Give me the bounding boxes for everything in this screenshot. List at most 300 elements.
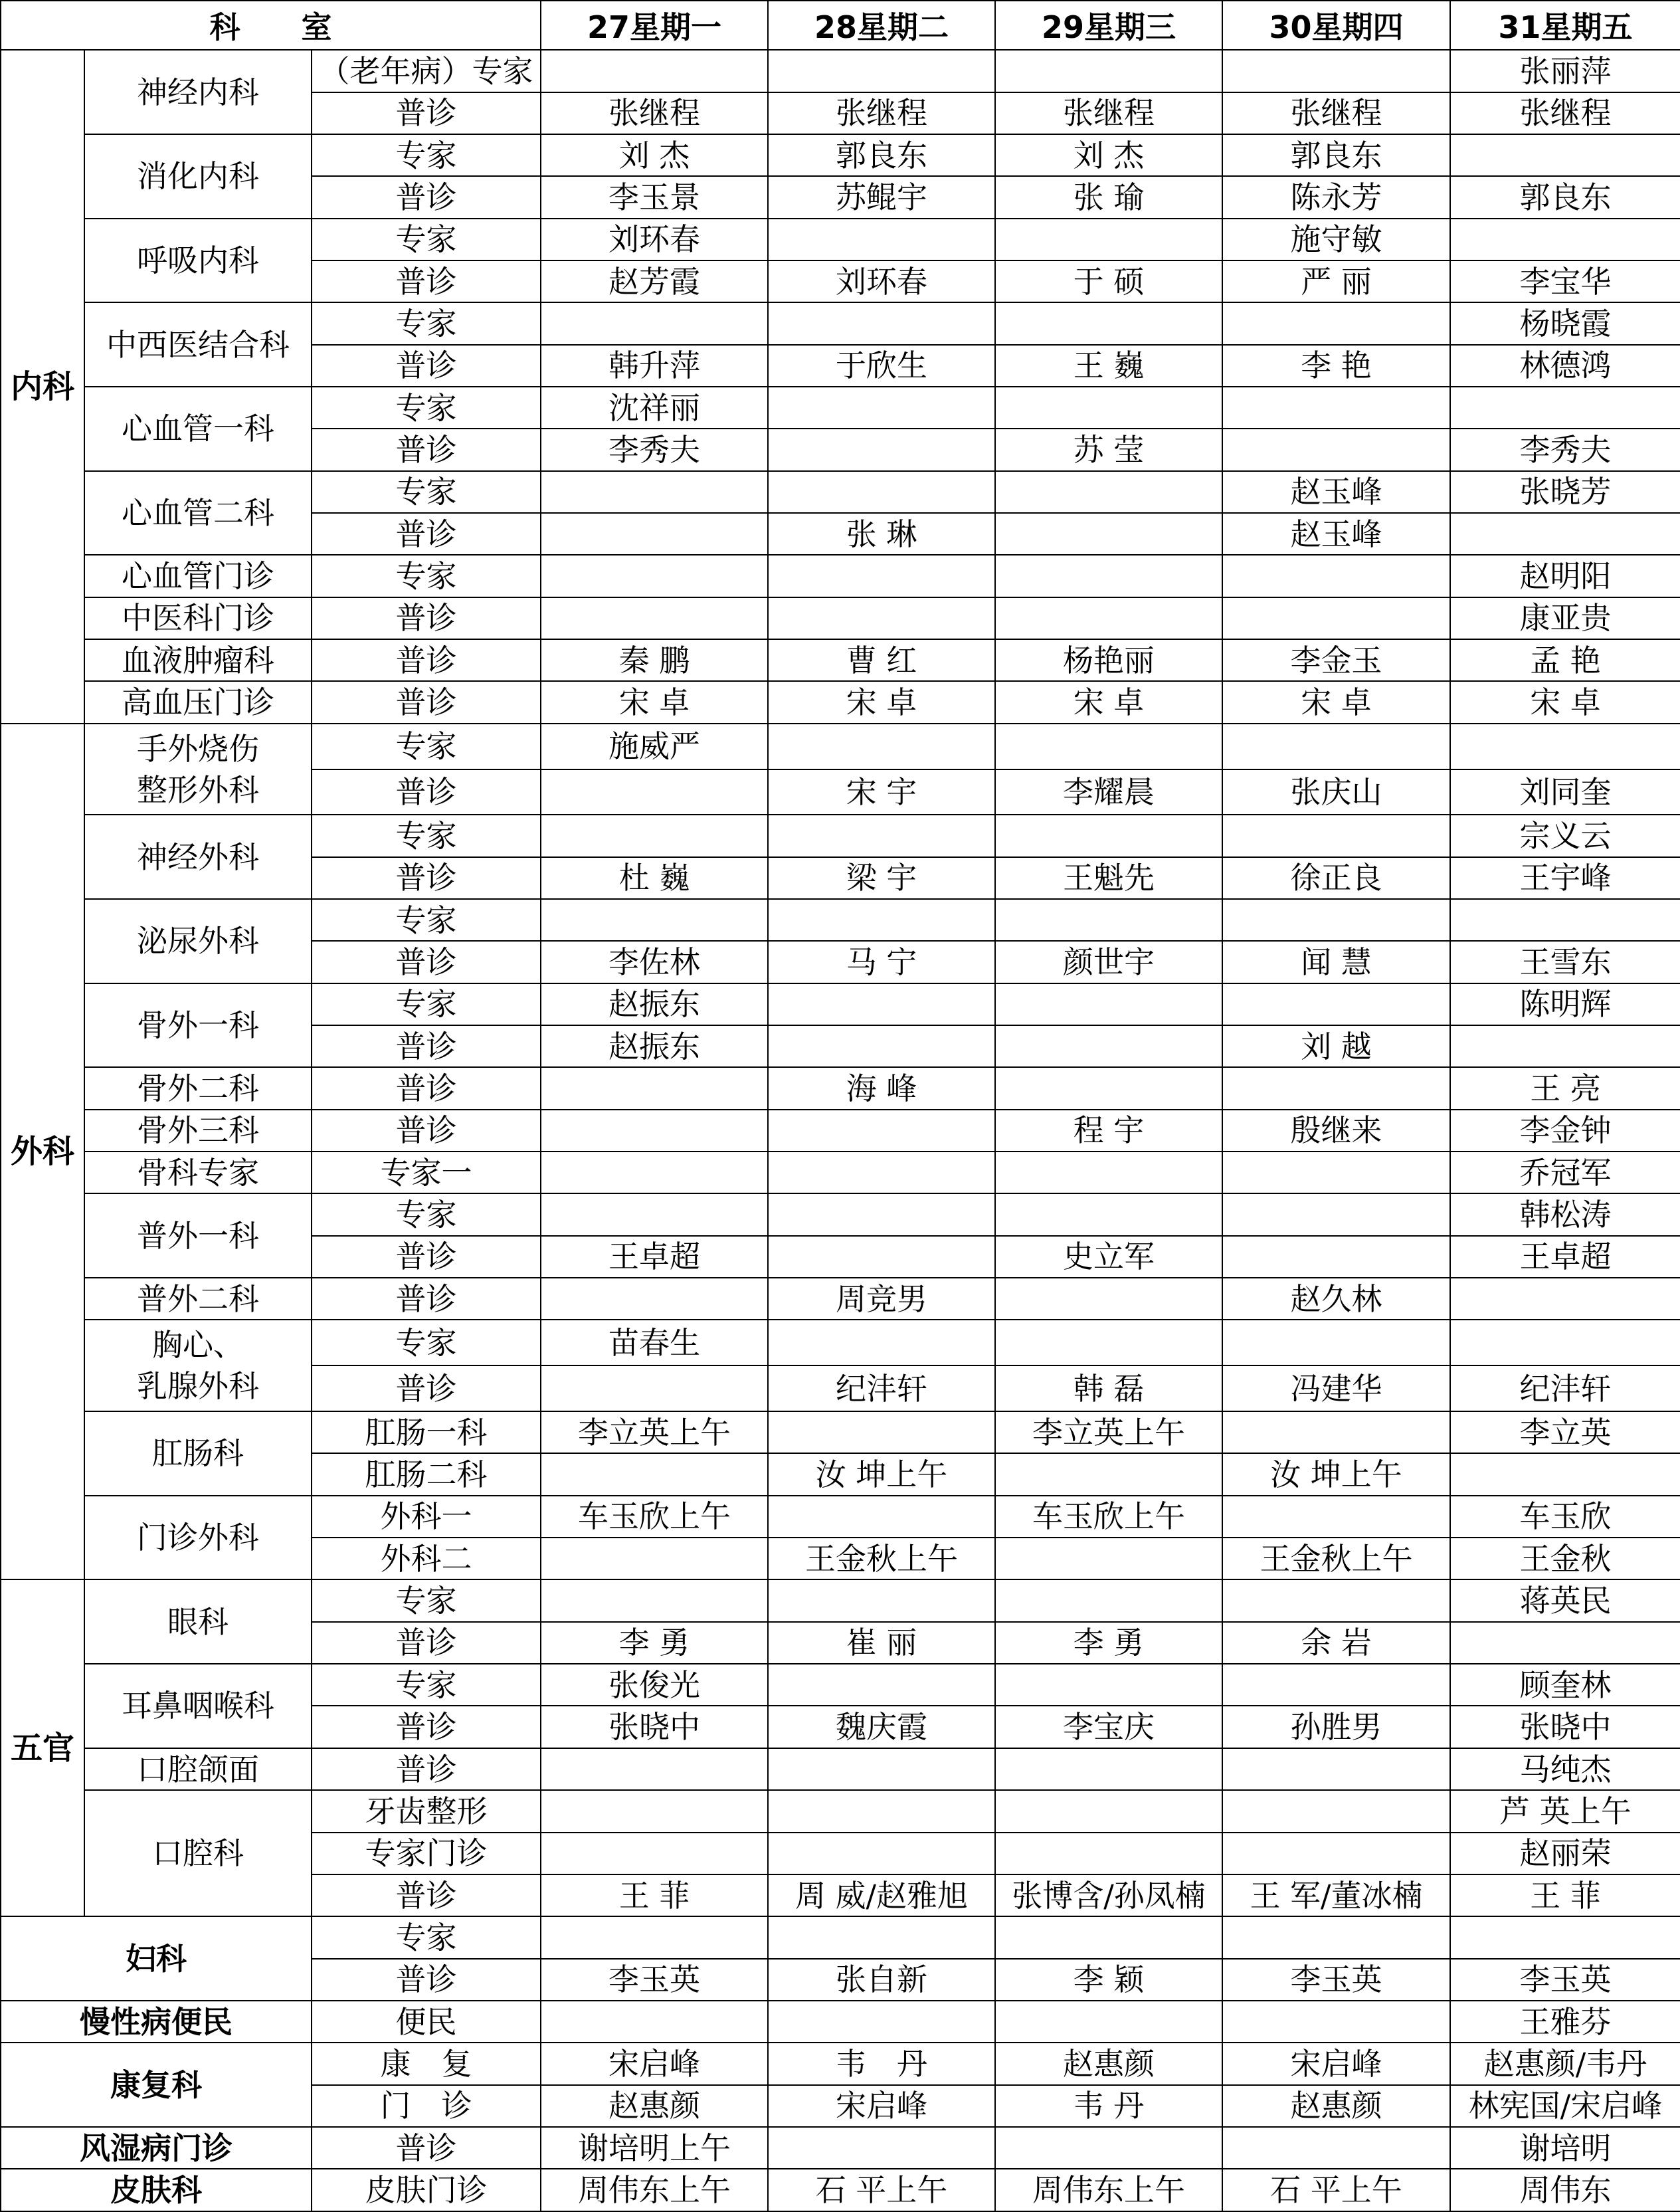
doctor-cell: 韦 丹 [995,2085,1222,2127]
doctor-cell: 李玉英 [1450,1959,1680,2001]
doctor-cell: 韩松涛 [1450,1193,1680,1235]
doctor-cell: 周竞男 [768,1278,995,1320]
doctor-cell: 王 菲 [1450,1874,1680,1916]
doctor-cell [995,1538,1222,1579]
doctor-cell: 王 亮 [1450,1067,1680,1109]
doctor-cell [1222,2127,1450,2169]
doctor-cell [995,387,1222,429]
clinic-type-cell: 普诊 [312,941,541,983]
doctor-cell: 周伟东上午 [541,2169,768,2211]
doctor-cell [995,219,1222,260]
clinic-type-cell: 外科一 [312,1496,541,1538]
doctor-cell: 刘环春 [541,219,768,260]
department-cell [84,1067,312,1109]
doctor-cell [541,769,768,815]
doctor-cell [1222,1790,1450,1832]
department-name: 口腔颌面 [137,1751,259,1787]
doctor-cell [1222,1579,1450,1621]
doctor-cell [541,1538,768,1579]
clinic-type-cell: 普诊 [312,1622,541,1664]
department-cell [84,50,312,134]
doctor-cell: 杨艳丽 [995,639,1222,681]
doctor-cell [995,1790,1222,1832]
doctor-cell: 刘环春 [768,260,995,302]
doctor-cell: 郭良东 [768,134,995,176]
table-row [1,1579,1680,1621]
doctor-cell: 张 琳 [768,513,995,555]
department-cell [84,1193,312,1278]
doctor-cell: 王 巍 [995,345,1222,387]
department-cell [84,899,312,983]
doctor-cell: 李耀晨 [995,769,1222,815]
category-cell: 康复科 [1,2043,312,2127]
doctor-cell [768,1110,995,1152]
doctor-cell [995,1453,1222,1495]
clinic-type-cell: 专家 [312,899,541,941]
clinic-type-cell: 专家门诊 [312,1833,541,1874]
doctor-cell [1222,555,1450,597]
doctor-cell: 刘 杰 [995,134,1222,176]
doctor-cell: 王 军/董冰楠 [1222,1874,1450,1916]
doctor-cell: 李 颖 [995,1959,1222,2001]
doctor-cell: 王魁先 [995,857,1222,899]
doctor-cell [995,983,1222,1025]
doctor-cell: 车玉欣上午 [995,1496,1222,1538]
doctor-cell [1450,1622,1680,1664]
doctor-cell [995,513,1222,555]
department-name: 心血管一科 [122,411,274,447]
table-row [1,2169,1680,2211]
department-name: 骨外二科 [137,1070,259,1107]
doctor-cell [1222,302,1450,344]
doctor-cell: 张庆山 [1222,769,1450,815]
doctor-cell: 赵惠颜 [541,2085,768,2127]
doctor-cell [541,513,768,555]
doctor-cell [541,2001,768,2043]
clinic-type-cell: 门 诊 [312,2085,541,2127]
doctor-cell: 崔 丽 [768,1622,995,1664]
clinic-type-cell: （老年病）专家 [312,50,541,92]
doctor-cell: 宋 卓 [768,681,995,723]
department-cell [84,1152,312,1193]
doctor-cell [768,1496,995,1538]
header-row [1,1,1680,50]
doctor-cell: 余 岩 [1222,1622,1450,1664]
doctor-cell: 冯建华 [1222,1365,1450,1411]
doctor-cell: 康亚贵 [1450,597,1680,639]
doctor-cell [995,1916,1222,1958]
doctor-cell: 宗义云 [1450,815,1680,856]
doctor-cell [541,1152,768,1193]
department-cell [84,219,312,303]
doctor-cell [1450,219,1680,260]
doctor-cell: 宋启峰 [541,2043,768,2084]
doctor-cell: 顾奎林 [1450,1664,1680,1706]
doctor-cell: 赵振东 [541,983,768,1025]
category-cell: 妇科 [1,1916,312,2001]
doctor-cell [768,1790,995,1832]
department-name: 胸心、 [152,1327,244,1363]
clinic-type-cell: 专家 [312,471,541,513]
table-row [1,2043,1680,2084]
doctor-cell [768,2001,995,2043]
department-cell [84,1496,312,1580]
doctor-cell: 李玉景 [541,176,768,218]
clinic-type-cell: 普诊 [312,1959,541,2001]
clinic-type-cell: 普诊 [312,1706,541,1748]
doctor-cell: 宋启峰 [1222,2043,1450,2084]
doctor-cell [1222,1916,1450,1958]
doctor-cell [541,1365,768,1411]
table-row [1,815,1680,856]
clinic-type-cell: 普诊 [312,1278,541,1320]
table-row [1,1748,1680,1790]
clinic-type-cell: 普诊 [312,1110,541,1152]
doctor-cell [1450,899,1680,941]
doctor-cell [768,219,995,260]
doctor-cell [1450,513,1680,555]
doctor-cell: 宋 卓 [995,681,1222,723]
doctor-cell: 张博含/孙凤楠 [995,1874,1222,1916]
doctor-cell [768,1833,995,1874]
doctor-cell: 苗春生 [541,1320,768,1365]
doctor-cell: 赵惠颜 [1222,2085,1450,2127]
doctor-cell [1222,1152,1450,1193]
doctor-cell: 张晓中 [1450,1706,1680,1748]
header-day: 28星期二 [768,1,995,50]
doctor-cell [1450,724,1680,769]
doctor-cell: 韩 磊 [995,1365,1222,1411]
department-name: 耳鼻咽喉科 [122,1688,274,1724]
doctor-cell: 石 平上午 [768,2169,995,2211]
table-row [1,681,1680,723]
doctor-cell: 徐正良 [1222,857,1450,899]
clinic-type-cell: 普诊 [312,176,541,218]
table-row [1,219,1680,260]
doctor-cell [768,1748,995,1790]
department-cell [84,1748,312,1790]
doctor-cell [995,1579,1222,1621]
doctor-cell: 史立军 [995,1236,1222,1278]
doctor-cell: 赵明阳 [1450,555,1680,597]
table-row [1,1496,1680,1538]
doctor-cell: 纪沣轩 [1450,1365,1680,1411]
table-row [1,1110,1680,1152]
doctor-cell: 赵玉峰 [1222,471,1450,513]
doctor-cell [1222,387,1450,429]
department-cell [84,1790,312,1916]
department-name: 中医科门诊 [122,600,274,637]
doctor-cell: 施威严 [541,724,768,769]
department-name: 心血管二科 [122,495,274,532]
doctor-cell [541,50,768,92]
clinic-type-cell: 专家 [312,815,541,856]
department-cell [84,471,312,555]
doctor-cell: 赵丽荣 [1450,1833,1680,1874]
department-cell [84,1579,312,1664]
doctor-cell [995,50,1222,92]
department-name: 眼科 [167,1603,229,1640]
table-row [1,134,1680,176]
doctor-cell: 王雪东 [1450,941,1680,983]
department-name: 消化内科 [137,158,259,195]
table-row [1,387,1680,429]
clinic-type-cell: 专家 [312,724,541,769]
doctor-cell [995,815,1222,856]
doctor-cell: 殷继来 [1222,1110,1450,1152]
department-name: 骨外三科 [137,1112,259,1149]
doctor-cell [768,1411,995,1453]
doctor-cell: 张晓中 [541,1706,768,1748]
department-name: 骨外一科 [137,1007,259,1044]
doctor-cell [995,2001,1222,2043]
clinic-type-cell: 普诊 [312,1025,541,1067]
doctor-cell: 张继程 [768,92,995,134]
doctor-cell: 张 瑜 [995,176,1222,218]
doctor-cell: 李秀夫 [1450,429,1680,470]
doctor-cell: 王雅芬 [1450,2001,1680,2043]
clinic-type-cell: 普诊 [312,1236,541,1278]
doctor-cell: 林德鸿 [1450,345,1680,387]
doctor-cell [1222,597,1450,639]
table-row [1,899,1680,941]
doctor-cell: 张继程 [995,92,1222,134]
doctor-cell: 李宝华 [1450,260,1680,302]
table-row [1,983,1680,1025]
doctor-cell: 秦 鹏 [541,639,768,681]
department-cell [84,1320,312,1411]
doctor-cell [768,1320,995,1365]
table-row [1,1320,1680,1365]
department-cell [84,681,312,723]
doctor-cell [768,1236,995,1278]
schedule-body [1,1,1680,2211]
doctor-cell: 李立英上午 [995,1411,1222,1453]
department-cell [84,387,312,471]
table-row [1,1152,1680,1193]
doctor-cell: 汝 坤上午 [1222,1453,1450,1495]
doctor-cell [768,471,995,513]
doctor-cell: 张继程 [541,92,768,134]
department-cell [84,1411,312,1496]
doctor-cell [541,1278,768,1320]
doctor-cell: 刘同奎 [1450,769,1680,815]
doctor-cell [768,899,995,941]
department-name: 普外一科 [137,1217,259,1254]
doctor-cell: 张自新 [768,1959,995,2001]
table-row [1,1193,1680,1235]
doctor-cell: 陈永芳 [1222,176,1450,218]
doctor-cell: 李金钟 [1450,1110,1680,1152]
table-row [1,724,1680,769]
clinic-type-cell: 普诊 [312,681,541,723]
doctor-cell: 宋 卓 [1450,681,1680,723]
doctor-cell: 杨晓霞 [1450,302,1680,344]
doctor-cell [541,597,768,639]
doctor-cell: 林宪国/宋启峰 [1450,2085,1680,2127]
doctor-cell: 孙胜男 [1222,1706,1450,1748]
doctor-cell: 刘 杰 [541,134,768,176]
clinic-type-cell: 普诊 [312,1365,541,1411]
doctor-cell: 蒋英民 [1450,1579,1680,1621]
department-name-line2: 乳腺外科 [137,1368,259,1405]
doctor-cell: 宋 卓 [1222,681,1450,723]
doctor-cell [1450,1320,1680,1365]
department-name: 口腔科 [152,1835,244,1872]
doctor-cell [541,1067,768,1109]
department-cell [84,724,312,815]
doctor-cell [541,1453,768,1495]
table-row [1,1790,1680,1832]
clinic-type-cell: 专家 [312,302,541,344]
doctor-cell [1222,899,1450,941]
table-row [1,2001,1680,2043]
department-name: 神经内科 [137,74,259,110]
doctor-cell: 王卓超 [1450,1236,1680,1278]
clinic-type-cell: 普诊 [312,92,541,134]
doctor-cell: 程 宇 [995,1110,1222,1152]
doctor-cell [768,983,995,1025]
doctor-cell: 周伟东 [1450,2169,1680,2211]
doctor-cell: 李佐林 [541,941,768,983]
doctor-cell [1222,1496,1450,1538]
doctor-cell: 王宇峰 [1450,857,1680,899]
clinic-type-cell: 专家 [312,1320,541,1365]
department-cell [84,1278,312,1320]
doctor-cell: 韦 丹 [768,2043,995,2084]
clinic-type-cell: 普诊 [312,429,541,470]
department-cell [84,134,312,219]
doctor-cell [768,1664,995,1706]
doctor-cell: 赵玉峰 [1222,513,1450,555]
doctor-cell [541,1790,768,1832]
doctor-cell: 郭良东 [1450,176,1680,218]
clinic-type-cell: 专家 [312,1916,541,1958]
doctor-cell: 闻 慧 [1222,941,1450,983]
header-day: 27星期一 [541,1,768,50]
doctor-cell [995,899,1222,941]
doctor-cell [768,597,995,639]
department-cell [84,815,312,899]
doctor-cell [1222,2001,1450,2043]
department-name: 骨科专家 [137,1154,259,1191]
doctor-cell [541,555,768,597]
doctor-cell [995,2127,1222,2169]
clinic-type-cell: 专家 [312,1579,541,1621]
clinic-type-cell: 专家一 [312,1152,541,1193]
clinic-type-cell: 专家 [312,1664,541,1706]
doctor-cell: 魏庆霞 [768,1706,995,1748]
clinic-type-cell: 普诊 [312,857,541,899]
category-cell: 风湿病门诊 [1,2127,312,2169]
clinic-type-cell: 专家 [312,1193,541,1235]
doctor-cell: 周 威/赵雅旭 [768,1874,995,1916]
doctor-cell [768,555,995,597]
doctor-cell [1222,1067,1450,1109]
department-cell [84,1110,312,1152]
department-cell [84,597,312,639]
table-row [1,1411,1680,1453]
doctor-cell: 颜世宇 [995,941,1222,983]
doctor-cell [1222,1748,1450,1790]
table-row [1,555,1680,597]
doctor-cell [541,1916,768,1958]
clinic-type-cell: 牙齿整形 [312,1790,541,1832]
doctor-cell [768,387,995,429]
doctor-cell [1222,1833,1450,1874]
doctor-cell: 宋 卓 [541,681,768,723]
clinic-type-cell: 专家 [312,219,541,260]
department-cell [84,983,312,1068]
doctor-cell [1222,50,1450,92]
doctor-cell: 郭良东 [1222,134,1450,176]
clinic-type-cell: 康 复 [312,2043,541,2084]
department-name-line2: 整形外科 [137,771,259,808]
doctor-cell: 杜 巍 [541,857,768,899]
doctor-cell [541,815,768,856]
doctor-cell: 乔冠军 [1450,1152,1680,1193]
doctor-cell: 苏 莹 [995,429,1222,470]
doctor-cell: 赵芳霞 [541,260,768,302]
doctor-cell [1450,1453,1680,1495]
doctor-cell [1222,1193,1450,1235]
doctor-cell: 车玉欣上午 [541,1496,768,1538]
doctor-cell [541,1579,768,1621]
doctor-cell [541,471,768,513]
doctor-cell: 李立英 [1450,1411,1680,1453]
doctor-cell: 宋 宇 [768,769,995,815]
doctor-cell: 张继程 [1450,92,1680,134]
doctor-cell: 赵惠颜 [995,2043,1222,2084]
doctor-cell: 刘 越 [1222,1025,1450,1067]
clinic-type-cell: 皮肤门诊 [312,2169,541,2211]
table-row [1,1067,1680,1109]
doctor-cell: 汝 坤上午 [768,1453,995,1495]
doctor-cell: 张俊光 [541,1664,768,1706]
doctor-cell [1450,1025,1680,1067]
table-row [1,1278,1680,1320]
clinic-type-cell: 普诊 [312,2127,541,2169]
doctor-cell [995,555,1222,597]
doctor-cell: 李 勇 [541,1622,768,1664]
doctor-cell: 陈明辉 [1450,983,1680,1025]
department-cell [84,639,312,681]
department-name: 神经外科 [137,839,259,875]
doctor-cell [995,1067,1222,1109]
department-cell [84,302,312,387]
doctor-cell: 王金秋上午 [768,1538,995,1579]
doctor-cell [768,1025,995,1067]
department-name: 高血压门诊 [122,684,274,721]
header-day: 31星期五 [1450,1,1680,50]
clinic-type-cell: 外科二 [312,1538,541,1579]
header-dept: 科 室 [1,1,541,50]
doctor-cell [768,724,995,769]
table-row [1,639,1680,681]
doctor-cell: 李玉英 [1222,1959,1450,2001]
doctor-cell [1222,1320,1450,1365]
doctor-cell: 王卓超 [541,1236,768,1278]
doctor-cell: 苏鲲宇 [768,176,995,218]
doctor-cell: 马 宁 [768,941,995,983]
doctor-cell [995,1193,1222,1235]
department-cell [84,555,312,597]
department-name: 肛肠科 [152,1435,244,1472]
doctor-cell [1222,815,1450,856]
doctor-cell: 赵久林 [1222,1278,1450,1320]
category-cell: 五官 [1,1579,84,1916]
doctor-cell [1450,134,1680,176]
